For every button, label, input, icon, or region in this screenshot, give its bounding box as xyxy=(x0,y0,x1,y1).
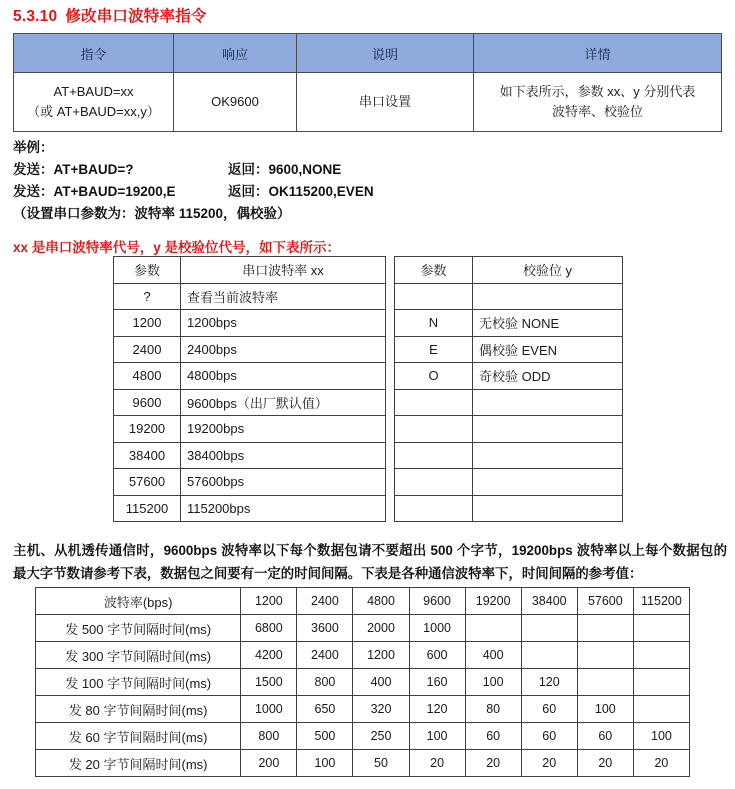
parity-desc xyxy=(473,469,623,496)
parity-desc: 偶校验 EVEN xyxy=(473,336,623,363)
baud-rate-table xyxy=(113,256,386,522)
baud-code: 2400 xyxy=(114,336,181,363)
timing-cell-value: 20 xyxy=(633,750,689,777)
timing-row-label: 发 500 字节间隔时间(ms) xyxy=(36,615,241,642)
parity-header-param: 参数 xyxy=(395,257,473,284)
description-cell: 串口设置 xyxy=(297,73,474,132)
parity-table-row xyxy=(395,442,623,469)
command-table-header-command: 指令 xyxy=(14,34,174,73)
response-cell: OK9600 xyxy=(174,73,297,132)
command-cell xyxy=(14,73,174,132)
example-line-1 xyxy=(13,159,713,181)
parity-table-row xyxy=(395,336,623,363)
section-title-text: 修改串口波特率指令 xyxy=(65,8,207,25)
timing-row-label: 发 20 字节间隔时间(ms) xyxy=(36,750,241,777)
timing-row-label: 发 100 字节间隔时间(ms) xyxy=(36,669,241,696)
timing-row xyxy=(36,642,690,669)
parity-desc: 无校验 NONE xyxy=(473,310,623,337)
timing-header-baud: 1200 xyxy=(241,588,297,615)
timing-cell-na xyxy=(465,615,521,642)
baud-desc: 57600bps xyxy=(181,469,386,496)
baud-desc: 4800bps xyxy=(181,363,386,390)
baud-desc: 查看当前波特率 xyxy=(181,283,386,310)
baud-header-param: 参数 xyxy=(114,257,181,284)
timing-cell-na xyxy=(633,615,689,642)
baud-table-row xyxy=(114,336,386,363)
baud-code: 19200 xyxy=(114,416,181,443)
parity-desc xyxy=(473,389,623,416)
parity-table-row xyxy=(395,416,623,443)
baud-desc: 1200bps xyxy=(181,310,386,337)
command-syntax-primary: AT+BAUD=xx xyxy=(53,83,134,99)
parity-desc xyxy=(473,416,623,443)
parity-table xyxy=(394,256,623,522)
example-send-2: 发送：AT+BAUD=19200,E xyxy=(13,184,176,199)
timing-header-baud: 4800 xyxy=(353,588,409,615)
example-label: 举例： xyxy=(13,140,54,155)
timing-header-baud: 38400 xyxy=(521,588,577,615)
parity-table-row xyxy=(395,363,623,390)
timing-cell-value: 650 xyxy=(297,696,353,723)
parity-table-row xyxy=(395,310,623,337)
baud-table-row xyxy=(114,442,386,469)
timing-cell-na xyxy=(633,642,689,669)
timing-cell-value: 4200 xyxy=(241,642,297,669)
timing-cell-value: 800 xyxy=(297,669,353,696)
timing-row-label: 发 80 字节间隔时间(ms) xyxy=(36,696,241,723)
timing-cell-na xyxy=(577,669,633,696)
timing-cell-value: 100 xyxy=(577,696,633,723)
baud-code: ? xyxy=(114,283,181,310)
timing-header-baud: 115200 xyxy=(633,588,689,615)
example-recv-1: 返回：9600,NONE xyxy=(228,162,342,177)
timing-cell-value: 20 xyxy=(577,750,633,777)
timing-cell-value: 80 xyxy=(465,696,521,723)
timing-cell-na xyxy=(521,615,577,642)
timing-cell-value: 800 xyxy=(241,723,297,750)
baud-desc: 9600bps（出厂默认值） xyxy=(181,389,386,416)
timing-row xyxy=(36,750,690,777)
timing-cell-value: 400 xyxy=(353,669,409,696)
baud-table-row xyxy=(114,416,386,443)
example-line-2 xyxy=(13,181,713,203)
timing-paragraph: 主机、从机透传通信时，9600bps 波特率以下每个数据包请不要超出 500 个字节，19200bps 波特率以上每个数据包的最大字节数请参考下表，数据包之间要有一定的时间间隔。下表是各种通信波特率下，时间间隔的参考值： xyxy=(13,543,727,581)
example-send-1: 发送：AT+BAUD=? xyxy=(13,162,134,177)
timing-header-row xyxy=(36,588,690,615)
parity-table-header-row xyxy=(395,257,623,284)
timing-cell-value: 60 xyxy=(465,723,521,750)
timing-interval-table xyxy=(35,587,690,777)
command-table-header-details: 详情 xyxy=(474,34,722,73)
timing-row xyxy=(36,669,690,696)
details-cell xyxy=(474,73,722,132)
parity-code: N xyxy=(395,310,473,337)
section-number: 5.3.10 xyxy=(13,8,58,25)
timing-cell-value: 20 xyxy=(465,750,521,777)
timing-cell-value: 60 xyxy=(577,723,633,750)
timing-cell-value: 100 xyxy=(465,669,521,696)
parity-table-row xyxy=(395,283,623,310)
timing-cell-value: 120 xyxy=(409,696,465,723)
parity-desc xyxy=(473,283,623,310)
timing-cell-value: 160 xyxy=(409,669,465,696)
timing-cell-value: 120 xyxy=(521,669,577,696)
timing-row xyxy=(36,723,690,750)
timing-cell-value: 60 xyxy=(521,696,577,723)
command-table-row xyxy=(14,73,722,132)
baud-table-row xyxy=(114,469,386,496)
timing-cell-value: 60 xyxy=(521,723,577,750)
details-line-1: 如下表所示，参数 xx、y 分别代表 xyxy=(499,83,696,99)
baud-code: 115200 xyxy=(114,495,181,522)
baud-desc: 115200bps xyxy=(181,495,386,522)
timing-cell-na xyxy=(577,615,633,642)
timing-cell-value: 20 xyxy=(409,750,465,777)
timing-cell-value: 600 xyxy=(409,642,465,669)
timing-cell-value: 250 xyxy=(353,723,409,750)
baud-table-header-row xyxy=(114,257,386,284)
parity-table-row xyxy=(395,389,623,416)
example-block xyxy=(13,137,713,225)
timing-header-baud: 19200 xyxy=(465,588,521,615)
command-table-header-row xyxy=(14,34,722,73)
example-recv-2: 返回：OK115200,EVEN xyxy=(228,184,374,199)
details-line-2: 波特率、校验位 xyxy=(551,104,643,119)
timing-row-label: 发 300 字节间隔时间(ms) xyxy=(36,642,241,669)
timing-cell-value: 100 xyxy=(409,723,465,750)
timing-cell-value: 2400 xyxy=(297,642,353,669)
baud-table-row xyxy=(114,283,386,310)
parity-code xyxy=(395,283,473,310)
example-note: （设置串口参数为：波特率 115200，偶校验） xyxy=(13,206,291,221)
timing-cell-value: 20 xyxy=(521,750,577,777)
baud-table-row xyxy=(114,363,386,390)
parity-code xyxy=(395,416,473,443)
timing-row-label: 发 60 字节间隔时间(ms) xyxy=(36,723,241,750)
baud-desc: 2400bps xyxy=(181,336,386,363)
timing-cell-value: 100 xyxy=(297,750,353,777)
baud-desc: 19200bps xyxy=(181,416,386,443)
baud-table-row xyxy=(114,310,386,337)
timing-cell-value: 2000 xyxy=(353,615,409,642)
timing-cell-value: 6800 xyxy=(241,615,297,642)
command-table-header-description: 说明 xyxy=(297,34,474,73)
timing-header-label: 波特率(bps) xyxy=(36,588,241,615)
parity-code xyxy=(395,495,473,522)
parity-table-row xyxy=(395,495,623,522)
baud-code: 1200 xyxy=(114,310,181,337)
baud-code: 57600 xyxy=(114,469,181,496)
timing-header-baud: 9600 xyxy=(409,588,465,615)
timing-cell-value: 100 xyxy=(633,723,689,750)
timing-cell-na xyxy=(577,642,633,669)
parity-desc xyxy=(473,442,623,469)
timing-cell-na xyxy=(633,669,689,696)
timing-header-baud: 57600 xyxy=(577,588,633,615)
parity-code: E xyxy=(395,336,473,363)
baud-table-row xyxy=(114,389,386,416)
parameter-note: xx 是串口波特率代号，y 是校验位代号，如下表所示： xyxy=(13,240,341,255)
timing-cell-value: 320 xyxy=(353,696,409,723)
baud-code: 38400 xyxy=(114,442,181,469)
parity-code: O xyxy=(395,363,473,390)
parity-table-row xyxy=(395,469,623,496)
command-syntax-alternate: （或 AT+BAUD=xx,y） xyxy=(27,104,160,119)
parity-desc: 奇校验 ODD xyxy=(473,363,623,390)
timing-cell-value: 1200 xyxy=(353,642,409,669)
timing-header-baud: 2400 xyxy=(297,588,353,615)
timing-cell-value: 1500 xyxy=(241,669,297,696)
timing-row xyxy=(36,696,690,723)
baud-table-row xyxy=(114,495,386,522)
timing-cell-na xyxy=(633,696,689,723)
timing-cell-value: 1000 xyxy=(409,615,465,642)
baud-code: 4800 xyxy=(114,363,181,390)
timing-cell-value: 200 xyxy=(241,750,297,777)
timing-row xyxy=(36,615,690,642)
parity-header-value: 校验位 y xyxy=(473,257,623,284)
parity-code xyxy=(395,442,473,469)
command-table xyxy=(13,33,722,132)
baud-header-value: 串口波特率 xx xyxy=(181,257,386,284)
parity-desc xyxy=(473,495,623,522)
parity-code xyxy=(395,469,473,496)
command-table-header-response: 响应 xyxy=(174,34,297,73)
timing-cell-value: 400 xyxy=(465,642,521,669)
timing-cell-na xyxy=(521,642,577,669)
timing-cell-value: 50 xyxy=(353,750,409,777)
section-heading xyxy=(13,4,207,26)
baud-code: 9600 xyxy=(114,389,181,416)
baud-desc: 38400bps xyxy=(181,442,386,469)
timing-cell-value: 3600 xyxy=(297,615,353,642)
timing-cell-value: 500 xyxy=(297,723,353,750)
timing-cell-value: 1000 xyxy=(241,696,297,723)
parity-code xyxy=(395,389,473,416)
